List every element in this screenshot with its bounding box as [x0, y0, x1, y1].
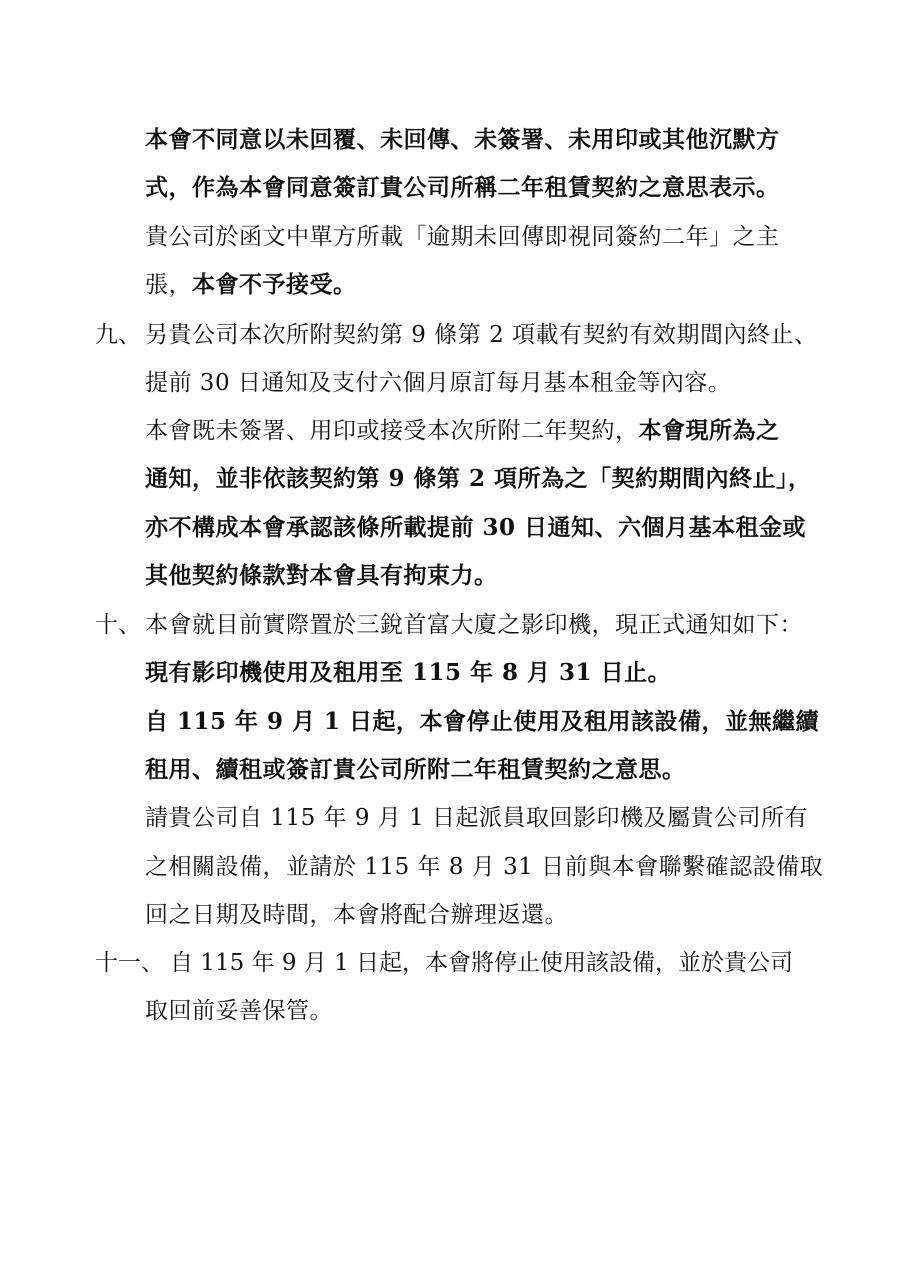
- paragraph-line: 式，作為本會同意簽訂貴公司所稱二年租賃契約之意思表示。: [145, 174, 780, 201]
- item-marker-11: 十一、: [95, 950, 164, 976]
- item-marker-10: 十、: [95, 612, 141, 638]
- text-run-bold: 本會現所為之: [638, 417, 780, 444]
- paragraph-line: 通知，並非依該契約第 9 條第 2 項所為之「契約期間內終止」，: [145, 465, 812, 492]
- paragraph-line: 本會不同意以未回覆、未回傳、未簽署、未用印或其他沉默方: [145, 126, 780, 153]
- paragraph-line: 請貴公司自 115 年 9 月 1 日起派員取回影印機及屬貴公司所有: [145, 805, 809, 831]
- paragraph-line: 取回前妥善保管。: [145, 998, 333, 1024]
- text-run-bold: 本會不予接受。: [192, 271, 357, 298]
- paragraph-line: 其他契約條款對本會具有拘束力。: [145, 562, 498, 589]
- paragraph-line: 租用、續租或簽訂貴公司所附二年租賃契約之意思。: [145, 756, 686, 783]
- paragraph-line: 亦不構成本會承認該條所載提前 30 日通知、六個月基本租金或: [145, 514, 807, 541]
- paragraph-line: 另貴公司本次所附契約第 9 條第 2 項載有契約有效期間內終止、: [145, 322, 818, 348]
- text-run: 本會既未簽署、用印或接受本次所附二年契約，: [145, 418, 639, 444]
- paragraph-line: 提前 30 日通知及支付六個月原訂每月基本租金等內容。: [145, 370, 732, 396]
- item-marker-9: 九、: [95, 322, 141, 348]
- paragraph-line: 自 115 年 9 月 1 日起，本會停止使用及租用該設備，並無繼續: [145, 708, 820, 735]
- paragraph-line: 自 115 年 9 月 1 日起，本會將停止使用該設備，並於貴公司: [170, 950, 794, 976]
- paragraph-line: 貴公司於函文中單方所載「逾期未回傳即視同簽約二年」之主: [145, 224, 780, 250]
- paragraph-line: 之相關設備，並請於 115 年 8 月 31 日前與本會聯繫確認設備取: [145, 854, 824, 880]
- text-run: 張，: [145, 272, 192, 298]
- paragraph-line: [145, 416, 780, 446]
- paragraph-line: 現有影印機使用及租用至 115 年 8 月 31 日止。: [145, 659, 672, 686]
- paragraph-line: 回之日期及時間，本會將配合辦理返還。: [145, 902, 568, 928]
- paragraph-line: 本會就目前實際置於三銳首富大廈之影印機，現正式通知如下：: [145, 612, 803, 638]
- paragraph-line: [145, 270, 357, 300]
